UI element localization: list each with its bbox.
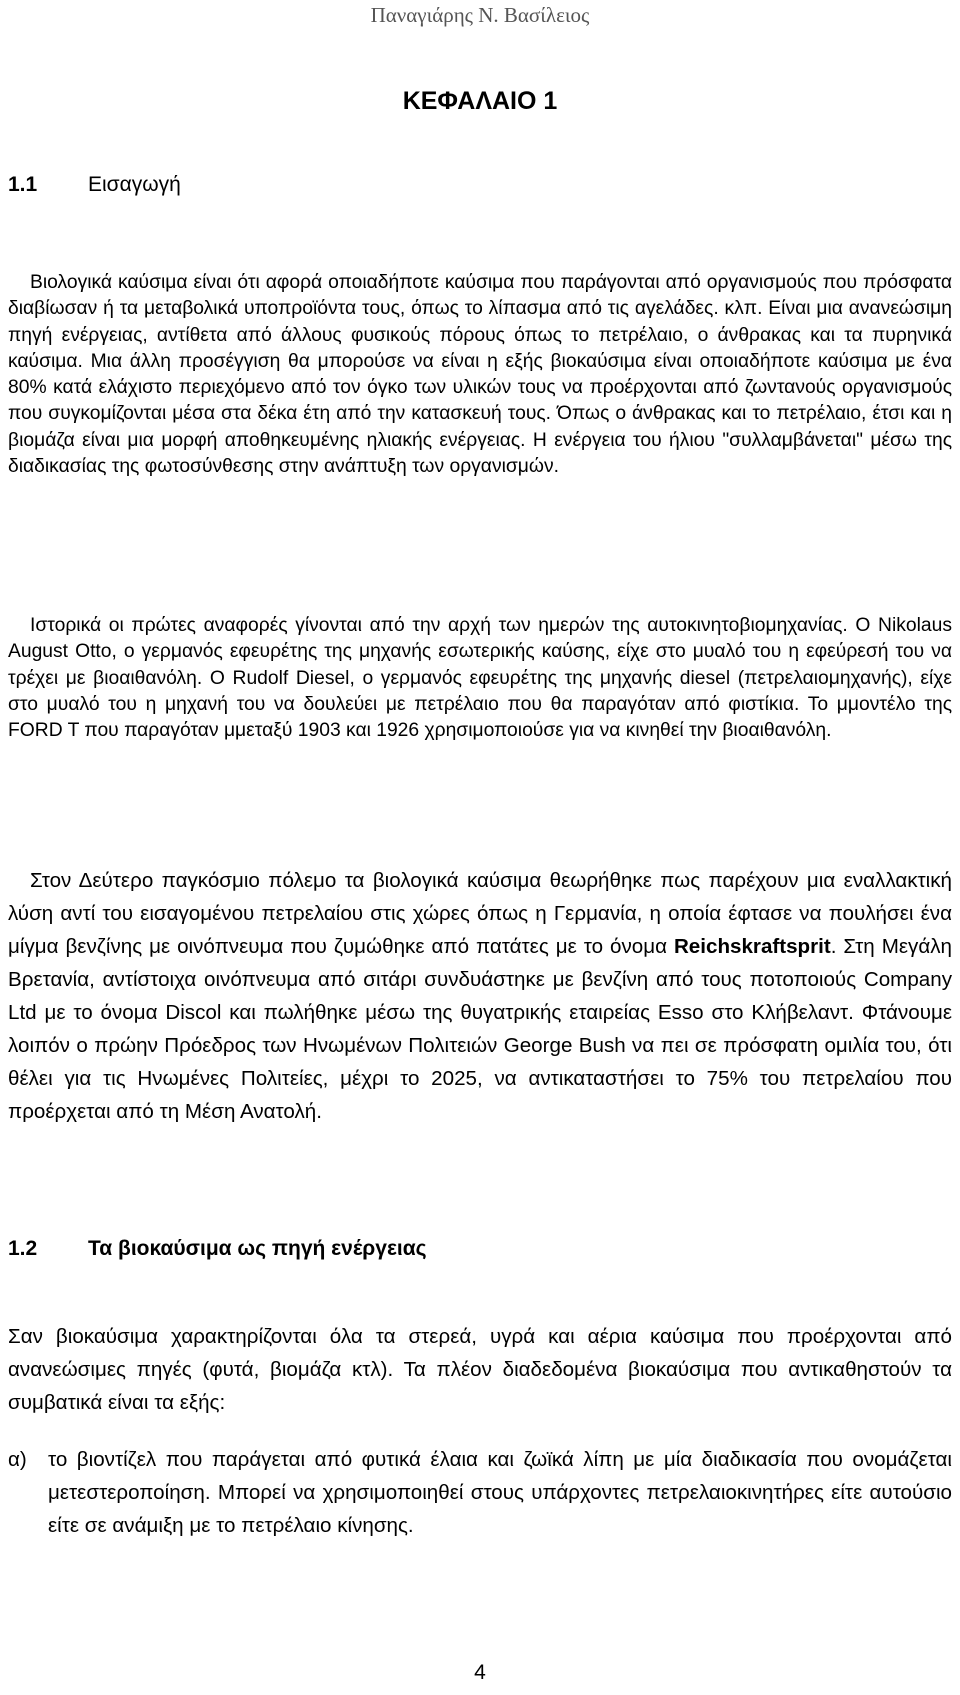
running-header: Παναγιάρης Ν. Βασίλειος [370,3,590,27]
section-title-text: Εισαγωγή [88,173,181,196]
section-heading-1-2 [8,1236,427,1262]
page-number: 4 [474,1661,486,1684]
list-marker: α) [8,1448,27,1471]
list-item-text: το βιοντίζελ που παράγεται από φυτικά έλαια και ζωϊκά λίπη με μία διαδικασία που ονομάζεται μετεστεροποίηση. Μπορεί να χρησιμοποιηθεί στους υπάρχοντες πετρελαιοκινητήρες είτε αυτούσιο είτε σε ανάμιξη με το πετρέλαιο κίνησης. [48,1448,952,1537]
paragraph-text: Στον Δεύτερο παγκόσμιο πόλεμο τα βιολογικά καύσιμα θεωρήθηκε πως παρέχουν μια εναλλακτική λύση αντί του εισαγομένου πετρελαίου στις χώρες όπως η Γερμανία, η οποία έφτασε να πουλήσει ένα μίγμα βενζίνης με οινόπνευμα που ζυμώθηκε από πατάτες με το όνομα [8,869,952,958]
paragraph-world-war [8,864,952,1128]
biofuel-list [8,1443,952,1542]
chapter-title: ΚΕΦΑΛΑΙΟ 1 [402,87,558,115]
bold-term: Reichskraftsprit [673,935,831,958]
paragraph-biofuel-types: Σαν βιοκαύσιμα χαρακτηρίζονται όλα τα στερεά, υγρά και αέρια καύσιμα που προέρχονται από ανανεώσιμες πηγές (φυτά, βιομάζα κτλ). Τα πλέον διαδεδομένα βιοκαύσιμα που αντικαθηστούν τα συμβατικά είναι τα εξής: [8,1325,952,1414]
section-number: 1.1 [8,173,38,196]
paragraph-history: Ιστορικά οι πρώτες αναφορές γίνονται από την αρχή των ημερών της αυτοκινητοβιομηχανίας. Ο Nikolaus August Otto, ο γερμανός εφευρέτης της μηχανής εσωτερικής καύσης, είχε στο μυαλό του η εφεύρεσή του να τρέχει με βιοαιθανόλη. Ο Rudolf Diesel, ο γερμανός εφευρέτης της μηχανής diesel (πετρελαιομηχανής), είχε στο μυαλό του η μηχανή του να δουλεύει με πετρέλαιο που θα παραγόταν από φιστίκια. Το μμοντέλο της FORD T που παραγόταν μμεταξύ 1903 και 1926 χρησιμοποιούσε για να κινηθεί την βιοαιθανόλη. [8,615,952,742]
list-item [8,1443,952,1542]
section-heading-1-1 [8,172,181,198]
paragraph-biofuels-definition: Βιολογικά καύσιμα είναι ότι αφορά οποιαδήποτε καύσιμα που παράγονται από οργανισμούς που πρόσφατα διαβίωσαν ή τα μεταβολικά υποπροϊόντα τους, όπως το λίπασμα από τις αγελάδες. κλπ. Είναι μια ανανεώσιμη πηγή ενέργειας, αντίθετα από άλλους φυσικούς πόρους όπως το πετρέλαιο, ο άνθρακας και τα πυρηνικά καύσιμα. Μια άλλη προσέγγιση θα μπορούσε να είναι η εξής βιοκαύσιμα είναι οποιαδήποτε καύσιμα με ένα 80% κατά ελάχιστο περιεχόμενο από τον όγκο των υλικών τους να προέρχονται από ζωντανούς οργανισμούς που συγκομίζονται μέσα στα δέκα έτη από την κατασκευή τους. Όπως ο άνθρακας και το πετρέλαιο, έτσι και η βιομάζα είναι μια μορφή αποθηκευμένης ηλιακής ενέργειας. Η ενέργεια του ήλιου "συλλαμβάνεται" μέσω της διαδικασίας της φωτοσύνθεσης στην ανάπτυξη των οργανισμών. [8,272,952,478]
section-number: 1.2 [8,1237,38,1260]
paragraph-text: . Στη Μεγάλη Βρετανία, αντίστοιχα οινόπνευμα από σιτάρι συνδυάστηκε με βενζίνη από τους ποτοποιούς Company Ltd με το όνομα Discol και πωλήθηκε μέσω της θυγατρικής εταιρείας Esso στο Κλήβελαντ. Φτάνουμε λοιπόν ο πρώην Πρόεδρος των Ηνωμένων Πολιτειών George Bush να πει σε πρόσφατη ομιλία του, ότι θέλει για τις Ηνωμένες Πολιτείες, μέχρι το 2025, να αντικαταστήσει το 75% του πετρελαίου που προέρχεται από τη Μέση Ανατολή. [8,935,952,1123]
section-title-text: Τα βιοκαύσιμα ως πηγή ενέργειας [88,1237,427,1260]
